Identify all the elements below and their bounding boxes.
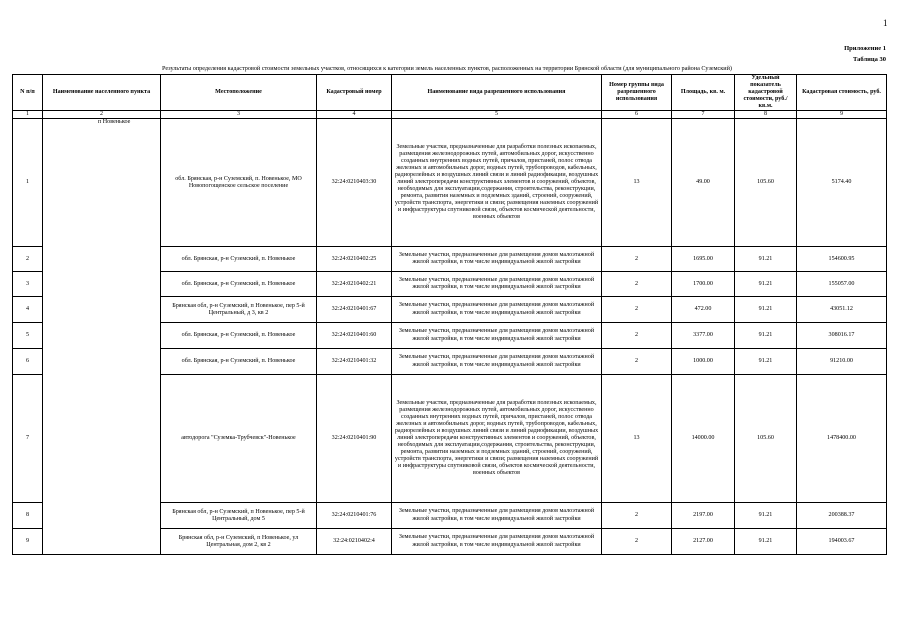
- header-use: Наименование вида разрешенного использования: [392, 75, 602, 111]
- location-cell: обл. Брянская, р-н Суземский, п. Новенькое: [161, 349, 317, 375]
- row-num: 9: [13, 529, 43, 555]
- appendix-label: Приложение 1: [844, 45, 886, 52]
- row-num: 2: [13, 247, 43, 272]
- column-number: 9: [797, 111, 887, 119]
- location-cell: обл. Брянская, р-н Суземский, п. Новенькое, МО Новопогощенское сельское поселение: [161, 119, 317, 247]
- row-num: 7: [13, 375, 43, 503]
- cadastral-cell: 32:24:0210401:32: [317, 349, 392, 375]
- group-cell: 13: [602, 375, 672, 503]
- specific-cell: 91.21: [735, 323, 797, 349]
- specific-cell: 91.21: [735, 272, 797, 297]
- location-cell: Брянская обл, р-н Суземский, п Новенькое, пер 5-й Центральный, д 3, кв 2: [161, 297, 317, 323]
- use-cell: Земельные участки, предназначенные для размещения домов малоэтажной жилой застройки, в том числе индивидуальной жилой застройки: [392, 323, 602, 349]
- column-number: 2: [43, 111, 161, 119]
- table-row: [13, 119, 887, 247]
- area-cell: 1000.00: [672, 349, 735, 375]
- location-cell: обл. Брянская, р-н Суземский, п. Новенькое: [161, 323, 317, 349]
- cadastral-cell: 32:24:0210402:4: [317, 529, 392, 555]
- cadastral-cell: 32:24:0210401:60: [317, 323, 392, 349]
- area-cell: 2197.00: [672, 503, 735, 529]
- row-num: 5: [13, 323, 43, 349]
- specific-cell: 105.60: [735, 119, 797, 247]
- value-cell: 200388.37: [797, 503, 887, 529]
- column-number: 4: [317, 111, 392, 119]
- column-number-row: [13, 111, 887, 119]
- group-cell: 2: [602, 529, 672, 555]
- header-area: Площадь, кв. м.: [672, 75, 735, 111]
- specific-cell: 91.21: [735, 247, 797, 272]
- value-cell: 194003.67: [797, 529, 887, 555]
- cadastral-cell: 32:24:0210401:76: [317, 503, 392, 529]
- group-cell: 2: [602, 349, 672, 375]
- header-group: Номер группы вида разрешенного использования: [602, 75, 672, 111]
- location-cell: Брянская обл, р-н Суземский, п Новенькое, ул Центральная, дом 2, кв 2: [161, 529, 317, 555]
- group-cell: 2: [602, 297, 672, 323]
- use-cell: Земельные участки, предназначенные для разработки полезных ископаемых, размещения железнодорожных путей, автомобильных дорог, искусственно созданных внутренних водных путей, причалов, пристаней, полос отвода железных и автомобильных дорог, водных путей, трубопроводов, кабельных, радиорелейных и воздушных линий связи и линий радиофикации, воздушных линий электропередачи конструктивных элементов и сооружений, объектов, необходимых для эксплуатации,содержания, строительства, реконструкции, ремонта, развития наземных и подземных зданий, строений, сооружений, устройств транспорта, энергетики и связи; размещения наземных сооружений и инфраструктуры спутниковой связи, объектов космической деятельности, военных объектов: [392, 119, 602, 247]
- value-cell: 155057.00: [797, 272, 887, 297]
- area-cell: 2127.00: [672, 529, 735, 555]
- area-cell: 14000.00: [672, 375, 735, 503]
- specific-cell: 91.21: [735, 503, 797, 529]
- settlement-cell: п Новенькое: [43, 119, 161, 555]
- location-cell: обл. Брянская, р-н Суземский, п. Новенькое: [161, 272, 317, 297]
- value-cell: 1478400.00: [797, 375, 887, 503]
- column-number: 6: [602, 111, 672, 119]
- header-cadastral: Кадастровый номер: [317, 75, 392, 111]
- cadastral-cell: 32:24:0210402:25: [317, 247, 392, 272]
- specific-cell: 91.21: [735, 349, 797, 375]
- use-cell: Земельные участки, предназначенные для размещения домов малоэтажной жилой застройки, в том числе индивидуальной жилой застройки: [392, 272, 602, 297]
- specific-cell: 91.21: [735, 529, 797, 555]
- header-value: Кадастровая стоимость, руб.: [797, 75, 887, 111]
- use-cell: Земельные участки, предназначенные для размещения домов малоэтажной жилой застройки, в том числе индивидуальной жилой застройки: [392, 297, 602, 323]
- value-cell: 91210.00: [797, 349, 887, 375]
- specific-cell: 105.60: [735, 375, 797, 503]
- location-cell: автодорога "Суземка-Трубчевск"-Новенькое: [161, 375, 317, 503]
- location-cell: Брянская обл, р-н Суземский, п Новенькое, пер 5-й Центральный, дом 5: [161, 503, 317, 529]
- use-cell: Земельные участки, предназначенные для размещения домов малоэтажной жилой застройки, в том числе индивидуальной жилой застройки: [392, 503, 602, 529]
- row-num: 8: [13, 503, 43, 529]
- group-cell: 2: [602, 272, 672, 297]
- group-cell: 2: [602, 323, 672, 349]
- area-cell: 472.00: [672, 297, 735, 323]
- page-number: 1: [883, 18, 888, 28]
- header-num: N п/п: [13, 75, 43, 111]
- use-cell: Земельные участки, предназначенные для разработки полезных ископаемых, размещения железнодорожных путей, автомобильных дорог, искусственно созданных внутренних водных путей, причалов, пристаней, полос отвода железных и автомобильных дорог, водных путей, трубопроводов, кабельных, радиорелейных и воздушных линий связи и линий радиофикации, воздушных линий электропередачи конструктивных элементов и сооружений, объектов, необходимых для эксплуатации,содержания, строительства, реконструкции, ремонта, развития наземных и подземных зданий, строений, сооружений, устройств транспорта, энергетики и связи; размещения наземных сооружений и инфраструктуры спутниковой связи, объектов космической деятельности, военных объектов: [392, 375, 602, 503]
- column-number: 5: [392, 111, 602, 119]
- area-cell: 49.00: [672, 119, 735, 247]
- column-number: 7: [672, 111, 735, 119]
- row-num: 1: [13, 119, 43, 247]
- document-title: Результаты определения кадастровой стоимости земельных участков, относящихся к категории земель населенных пунктов, расположенных на территории Брянской области (для муниципального района Суземский): [162, 65, 732, 72]
- specific-cell: 91.21: [735, 297, 797, 323]
- area-cell: 1695.00: [672, 247, 735, 272]
- group-cell: 13: [602, 119, 672, 247]
- value-cell: 43051.12: [797, 297, 887, 323]
- cadastral-value-table: [12, 74, 887, 555]
- column-number: 1: [13, 111, 43, 119]
- value-cell: 5174.40: [797, 119, 887, 247]
- header-location: Местоположение: [161, 75, 317, 111]
- header-row: [13, 75, 887, 111]
- location-cell: обл. Брянская, р-н Суземский, п. Новенькое: [161, 247, 317, 272]
- row-num: 4: [13, 297, 43, 323]
- row-num: 3: [13, 272, 43, 297]
- appendix-header: [844, 43, 886, 65]
- use-cell: Земельные участки, предназначенные для размещения домов малоэтажной жилой застройки, в том числе индивидуальной жилой застройки: [392, 529, 602, 555]
- use-cell: Земельные участки, предназначенные для размещения домов малоэтажной жилой застройки, в том числе индивидуальной жилой застройки: [392, 349, 602, 375]
- cadastral-cell: 32:24:0210401:67: [317, 297, 392, 323]
- use-cell: Земельные участки, предназначенные для размещения домов малоэтажной жилой застройки, в том числе индивидуальной жилой застройки: [392, 247, 602, 272]
- column-number: 8: [735, 111, 797, 119]
- header-settlement: Наименование населенного пункта: [43, 75, 161, 111]
- area-cell: 3377.00: [672, 323, 735, 349]
- column-number: 3: [161, 111, 317, 119]
- group-cell: 2: [602, 503, 672, 529]
- table-label: Таблица 30: [852, 56, 886, 63]
- value-cell: 154600.95: [797, 247, 887, 272]
- area-cell: 1700.00: [672, 272, 735, 297]
- cadastral-cell: 32:24:0210402:21: [317, 272, 392, 297]
- header-specific: Удельный показатель кадастровой стоимости, руб./кв.м.: [735, 75, 797, 111]
- cadastral-cell: 32:24:0210401:90: [317, 375, 392, 503]
- group-cell: 2: [602, 247, 672, 272]
- row-num: 6: [13, 349, 43, 375]
- value-cell: 308016.17: [797, 323, 887, 349]
- cadastral-cell: 32:24:0210403:30: [317, 119, 392, 247]
